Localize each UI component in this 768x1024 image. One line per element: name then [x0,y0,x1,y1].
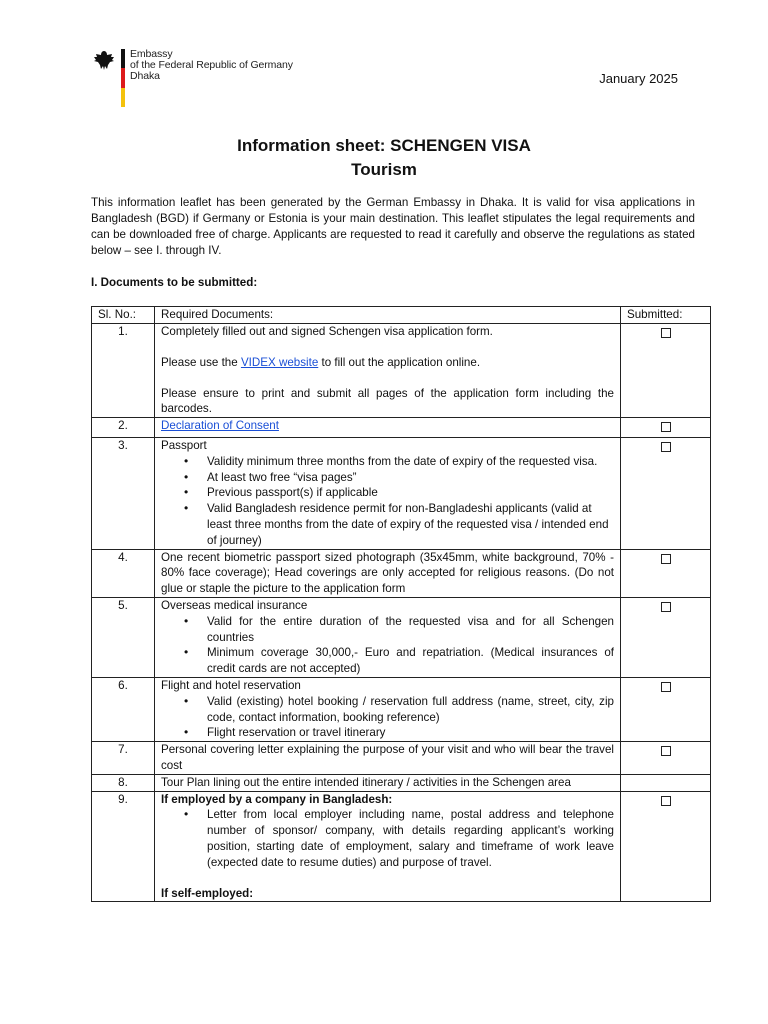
row-title: Flight and hotel reservation [161,678,301,692]
list-item: • At least two free “visa pages” [207,470,614,486]
table-row [92,324,711,418]
row-number: 6. [92,677,155,741]
text-fragment: Please use the [161,355,241,369]
column-header: Submitted: [621,307,711,324]
row-text: Please ensure to print and submit all pages of the application form including the barcodes. [161,386,614,416]
submitted-cell [621,791,711,902]
intro-paragraph: This information leaflet has been generated by the German Embassy in Dhaka. It is valid for visa applications in Bangladesh (BGD) if Germany or Estonia is your main destination. This leaflet stipulates the legal requirements and can be downloaded free of charge. Applicants are requested to read it carefully and observe the regulations as stated below – see I. through IV. [91,196,695,257]
list-item: • Letter from local employer including name, postal address and telephone number of sponsor/ company, with details regarding applicant’s working position, starting date of employment, salary and timeframe of work leave (expected date to resume duties) and purpose of travel. [207,807,614,870]
row-content [155,791,621,902]
submitted-cell [621,597,711,677]
submitted-checkbox[interactable] [661,554,671,564]
submitted-checkbox[interactable] [661,796,671,806]
row-text: Completely filled out and signed Schengen visa application form. [161,325,493,338]
list-item: • Flight reservation or travel itinerary [207,725,614,741]
table-row [92,549,711,597]
german-flag-bar [121,49,125,107]
table-header-row [92,307,711,324]
federal-eagle-icon [93,49,115,71]
bullet-list [161,694,614,741]
table-row [92,437,711,549]
column-header: Sl. No.: [92,307,155,324]
submitted-cell [621,324,711,418]
text-fragment: to fill out the application online. [318,355,481,369]
row-content [155,437,621,549]
videx-website-link[interactable]: VIDEX website [240,355,319,369]
row-content: Tour Plan lining out the entire intended itinerary / activities in the Schengen area [155,774,621,791]
embassy-line: of the Federal Republic of Germany [130,59,293,72]
list-item: • Previous passport(s) if applicable [207,485,614,501]
row-title: If employed by a company in Bangladesh: [161,792,393,806]
row-number: 8. [92,774,155,791]
document-subtitle: Tourism [351,160,417,179]
row-number: 4. [92,549,155,597]
row-number: 9. [92,791,155,902]
submitted-checkbox[interactable] [661,746,671,756]
table-row [92,597,711,677]
row-content [155,418,621,438]
row-subtitle: If self-employed: [161,886,254,900]
submitted-cell [621,549,711,597]
submitted-checkbox[interactable] [661,422,671,432]
embassy-logo [93,49,293,107]
embassy-name [130,49,293,83]
document-title: Information sheet: SCHENGEN VISA [237,136,531,155]
declaration-of-consent-link[interactable]: Declaration of Consent [161,419,279,433]
bullet-list [161,454,614,549]
row-content: One recent biometric passport sized photograph (35x45mm, white background, 70% - 80% face coverage); Head coverings are only accepted for religious reasons. (Do not glue or staple the picture to the application form [155,549,621,597]
row-text [161,355,614,371]
submitted-cell [621,418,711,438]
embassy-line: Embassy [130,48,173,60]
submitted-cell [621,742,711,775]
row-content [155,324,621,418]
row-number: 5. [92,597,155,677]
submitted-checkbox[interactable] [661,328,671,338]
submitted-checkbox[interactable] [661,602,671,612]
list-item: • Valid (existing) hotel booking / reservation full address (name, street, city, zip code, contact information, booking reference) [207,694,614,726]
list-item: • Validity minimum three months from the date of expiry of the requested visa. [207,454,614,470]
column-header: Required Documents: [155,307,621,324]
row-number: 7. [92,742,155,775]
row-content [155,677,621,741]
submitted-checkbox[interactable] [661,442,671,452]
row-title: Passport [161,438,207,452]
list-item: • Valid Bangladesh residence permit for non-Bangladeshi applicants (valid at least three months from the date of expiry of the requested visa / intended end of journey) [207,501,614,548]
list-item: • Valid for the entire duration of the requested visa and for all Schengen countries [207,614,614,646]
submitted-cell [621,774,711,791]
submitted-cell [621,677,711,741]
documents-table [91,306,711,902]
row-number: 3. [92,437,155,549]
row-number: 1. [92,324,155,418]
table-row [92,418,711,438]
table-row [92,774,711,791]
row-content: Personal covering letter explaining the purpose of your visit and who will bear the travel cost [155,742,621,775]
document-date: January 2025 [599,71,678,86]
table-row [92,742,711,775]
row-content [155,597,621,677]
submitted-checkbox[interactable] [661,682,671,692]
list-item: • Minimum coverage 30,000,- Euro and repatriation. (Medical insurances of credit cards are not accepted) [207,645,614,677]
table-row [92,791,711,902]
table-row [92,677,711,741]
row-number: 2. [92,418,155,438]
submitted-cell [621,437,711,549]
embassy-line: Dhaka [130,70,160,83]
bullet-list [161,614,614,677]
bullet-list [161,807,614,870]
row-title: Overseas medical insurance [161,598,308,612]
section-heading: I. Documents to be submitted: [91,276,258,289]
